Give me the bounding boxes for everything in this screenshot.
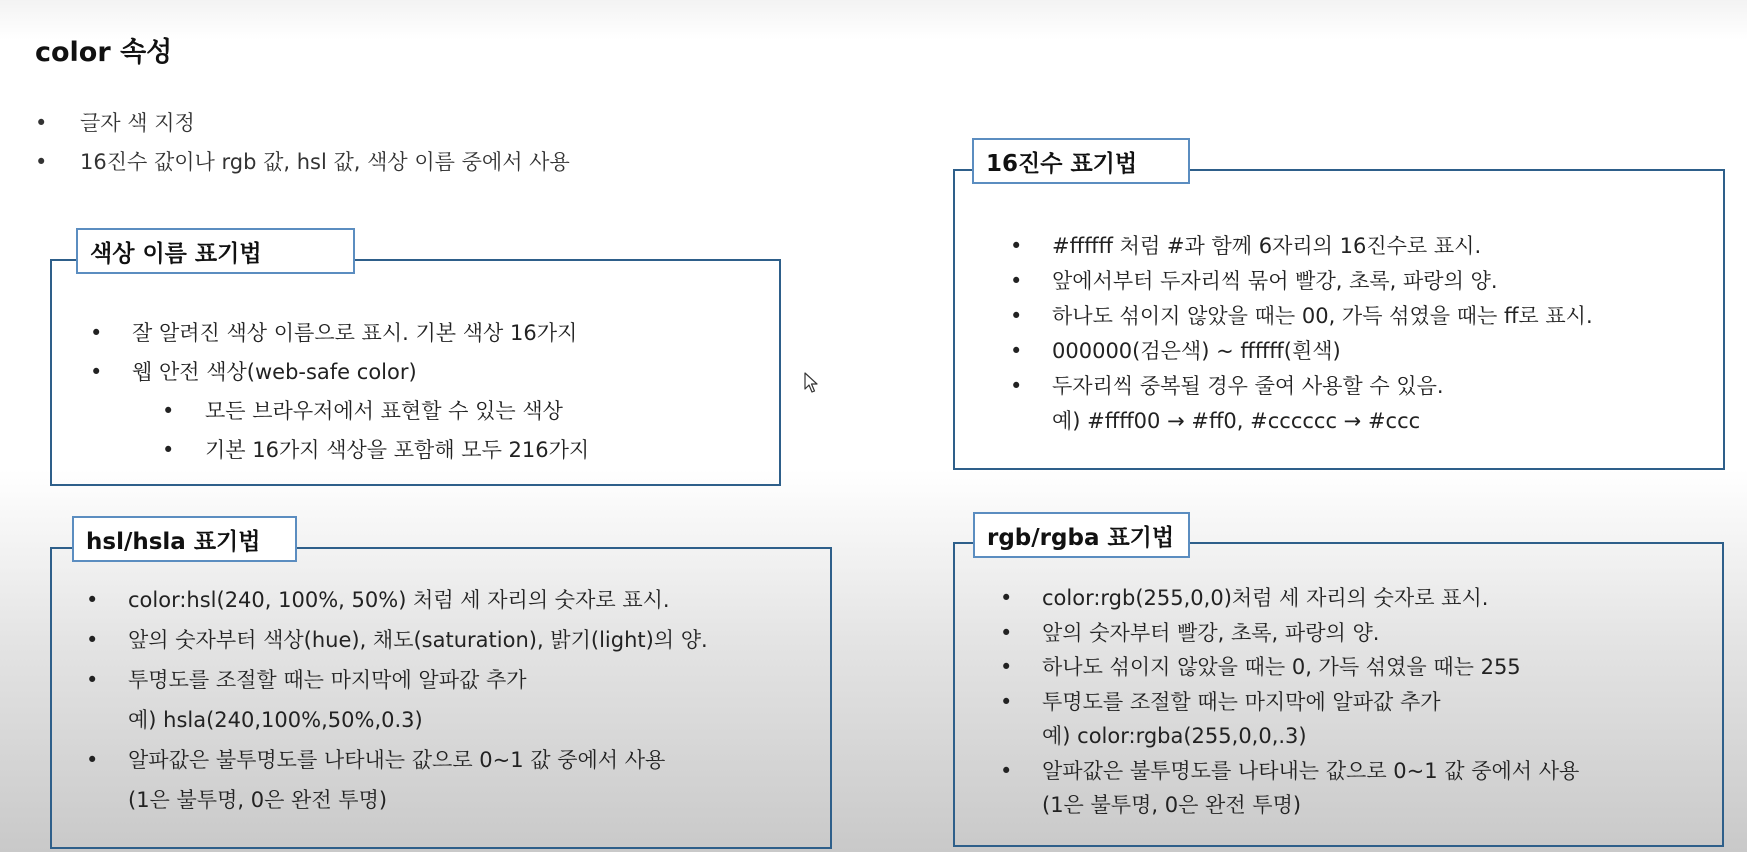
- list-item: • #ffffff 처럼 #과 함께 6자리의 16진수로 표시.: [1010, 229, 1593, 264]
- mouse-cursor-icon: [804, 372, 820, 398]
- list-item: • 하나도 섞이지 않았을 때는 0, 가득 섞였을 때는 255: [1000, 650, 1579, 685]
- rgb-list: [1000, 581, 1579, 823]
- list-item: • 잘 알려진 색상 이름으로 표시. 기본 색상 16가지: [90, 314, 589, 353]
- page-title: color 속성: [35, 37, 173, 68]
- intro-list: [35, 104, 570, 182]
- list-item: • 000000(검은색) ~ ffffff(흰색): [1010, 334, 1593, 369]
- list-item-continuation: 예) #ffff00 → #ff0, #cccccc → #ccc: [1052, 409, 1421, 433]
- hex-heading: 16진수 표기법: [972, 138, 1190, 184]
- hex-list: [1010, 229, 1593, 439]
- list-item: • 알파값은 불투명도를 나타내는 값으로 0~1 값 중에서 사용: [86, 740, 708, 780]
- list-item: • 앞에서부터 두자리씩 묶어 빨강, 초록, 파랑의 양.: [1010, 264, 1593, 299]
- list-item: • 앞의 숫자부터 색상(hue), 채도(saturation), 밝기(light)의 양.: [86, 620, 708, 660]
- list-item: • 웹 안전 색상(web-safe color): [90, 353, 589, 392]
- list-item: • 투명도를 조절할 때는 마지막에 알파값 추가: [1000, 685, 1579, 720]
- list-item: • 앞의 숫자부터 빨강, 초록, 파랑의 양.: [1000, 616, 1579, 651]
- hsl-heading: hsl/hsla 표기법: [72, 516, 297, 562]
- sub-list-item: • 기본 16가지 색상을 포함해 모두 216가지: [90, 431, 589, 470]
- list-item: • 투명도를 조절할 때는 마지막에 알파값 추가: [86, 660, 708, 700]
- hsl-list: [86, 580, 708, 820]
- list-item: • 두자리씩 중복될 경우 줄여 사용할 수 있음.: [1010, 369, 1593, 404]
- list-item-continuation: 예) hsla(240,100%,50%,0.3): [128, 708, 423, 732]
- rgb-heading: rgb/rgba 표기법: [973, 512, 1190, 558]
- list-item: • color:rgb(255,0,0)처럼 세 자리의 숫자로 표시.: [1000, 581, 1579, 616]
- color-name-list: [90, 314, 589, 470]
- list-item: • 알파값은 불투명도를 나타내는 값으로 0~1 값 중에서 사용: [1000, 754, 1579, 789]
- list-item-continuation: 예) color:rgba(255,0,0,.3): [1042, 724, 1307, 748]
- list-item-continuation: (1은 불투명, 0은 완전 투명): [128, 788, 388, 812]
- intro-item: • 글자 색 지정: [35, 104, 570, 143]
- color-name-heading: 색상 이름 표기법: [76, 228, 355, 274]
- intro-item: • 16진수 값이나 rgb 값, hsl 값, 색상 이름 중에서 사용: [35, 143, 570, 182]
- list-item-continuation: (1은 불투명, 0은 완전 투명): [1042, 793, 1302, 817]
- list-item: • 하나도 섞이지 않았을 때는 00, 가득 섞였을 때는 ff로 표시.: [1010, 299, 1593, 334]
- list-item: • color:hsl(240, 100%, 50%) 처럼 세 자리의 숫자로 표시.: [86, 580, 708, 620]
- sub-list-item: • 모든 브라우저에서 표현할 수 있는 색상: [90, 392, 589, 431]
